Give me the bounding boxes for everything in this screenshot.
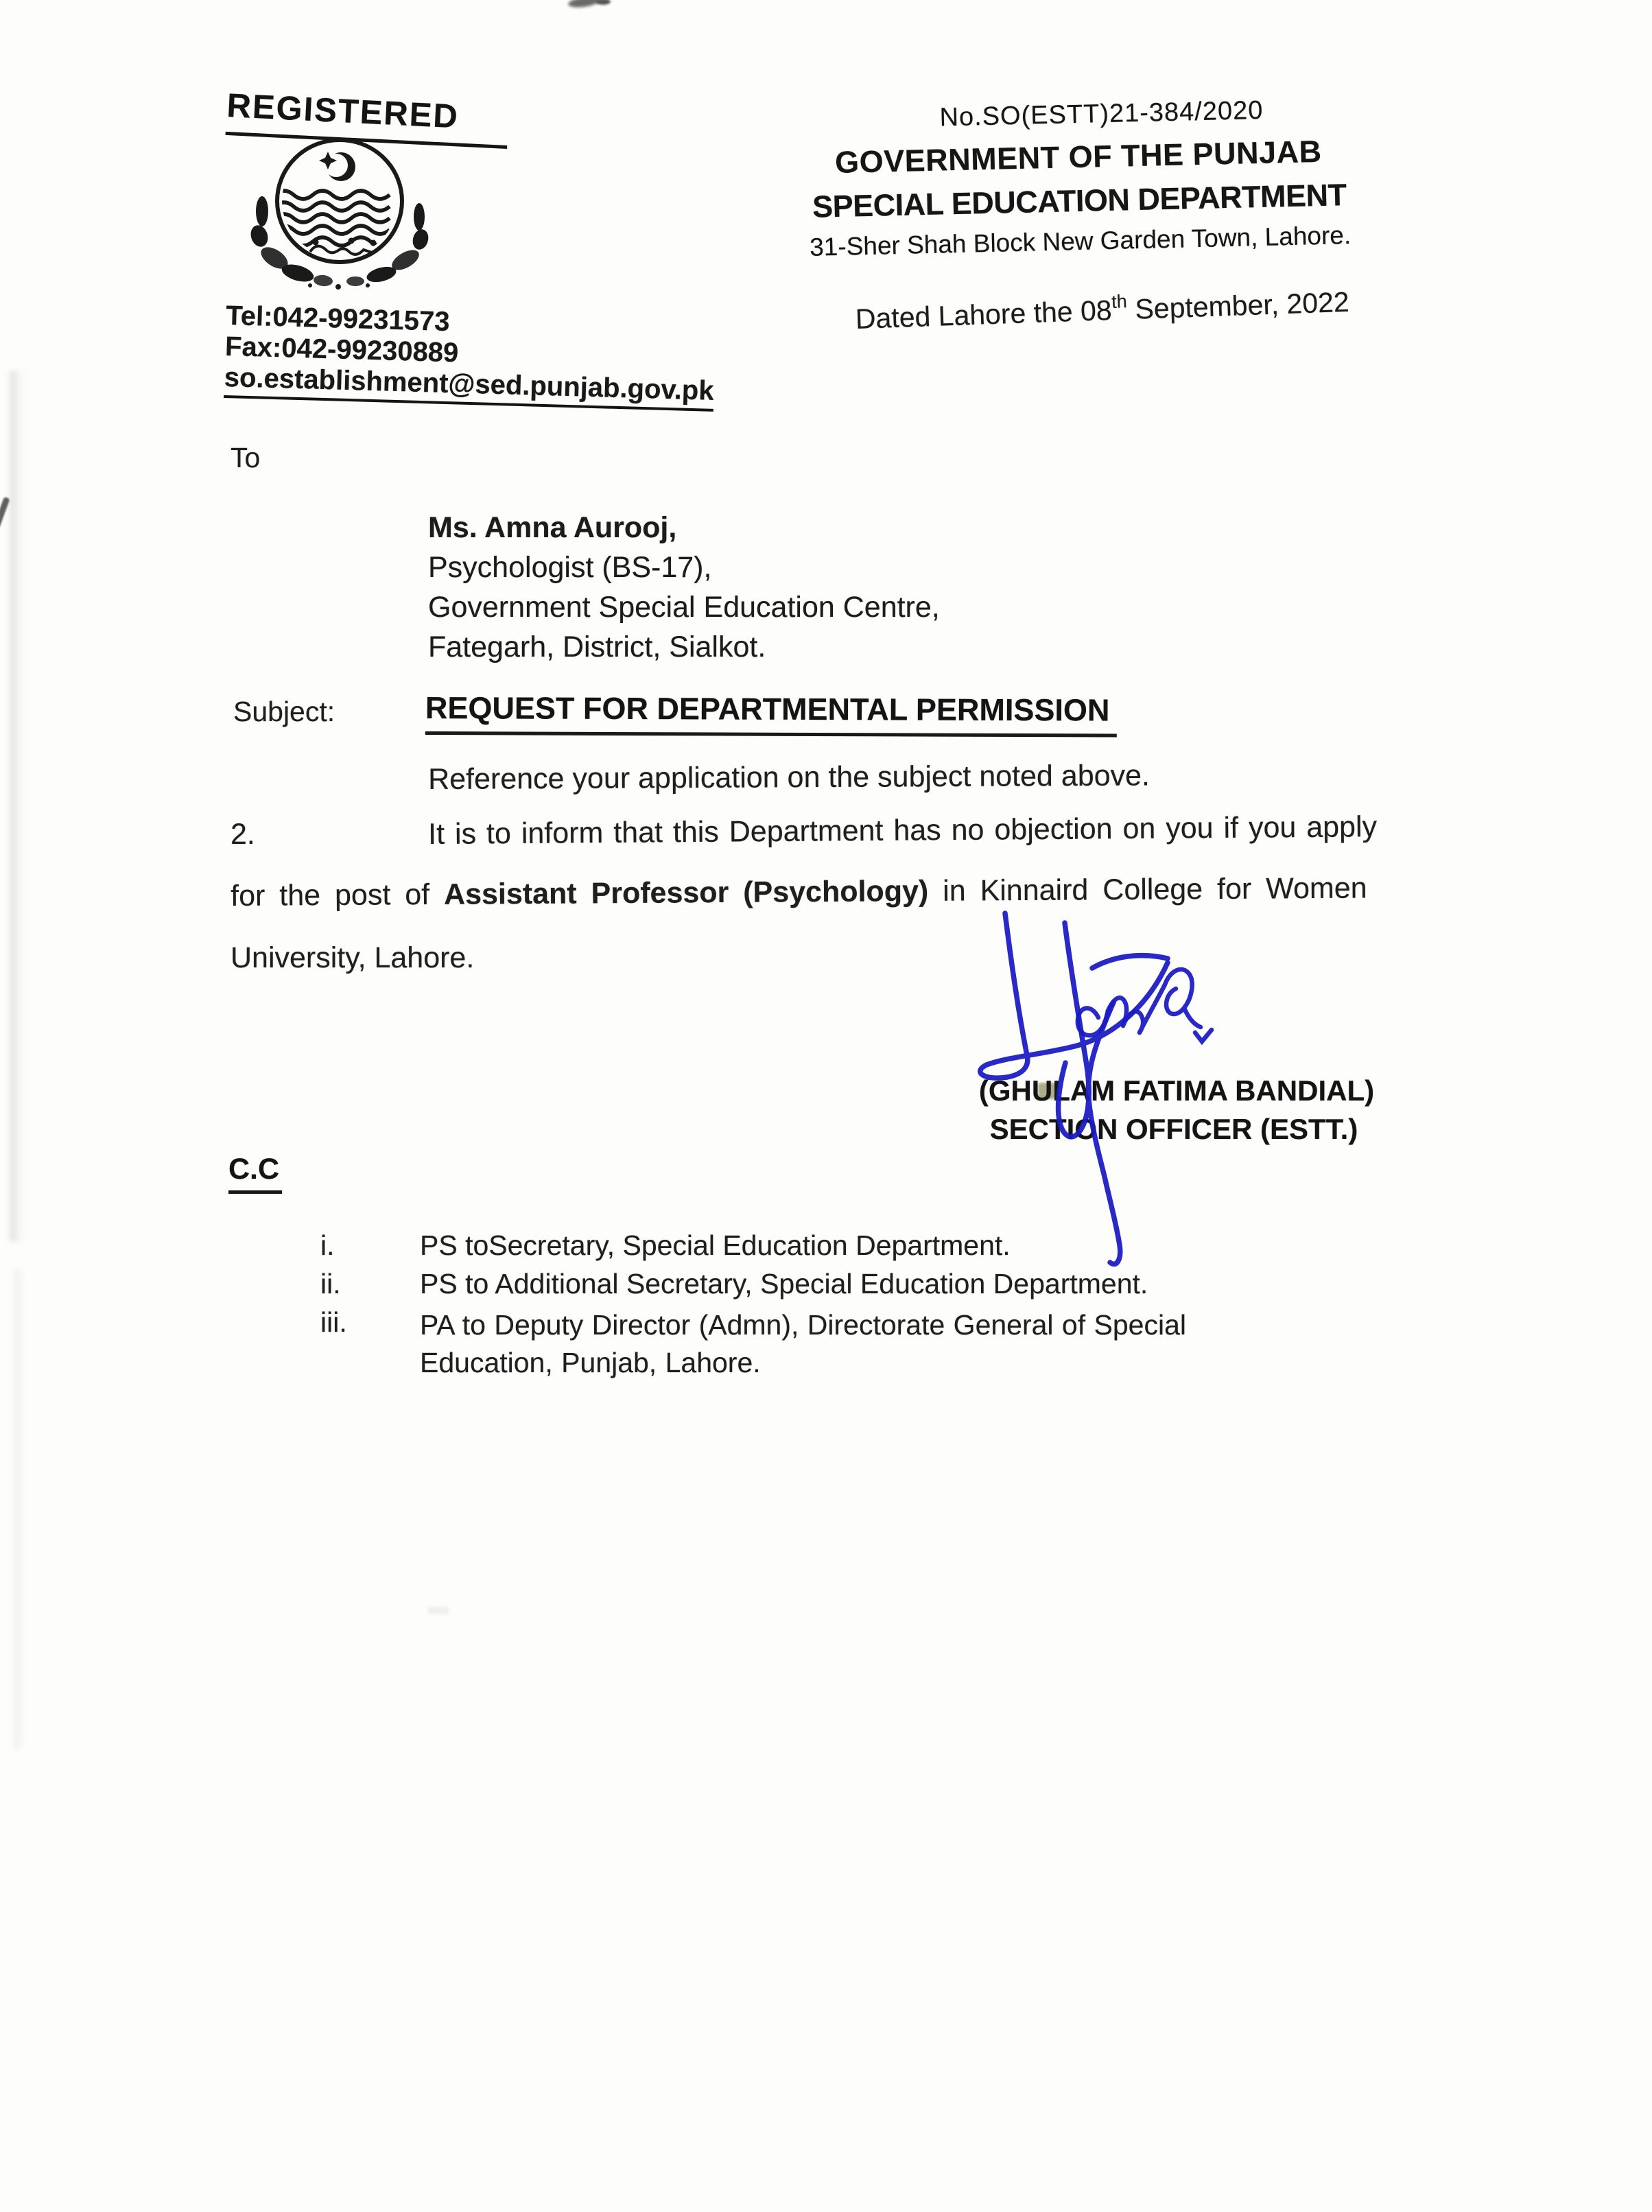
letterhead-ref-no: No.SO(ESTT)21-384/2020 xyxy=(939,95,1264,132)
body-paragraph-1: Reference your application on the subject noted above. xyxy=(428,759,1150,796)
signatory-name: (GHULAM FATIMA BANDIAL) xyxy=(978,1074,1375,1107)
top-edge-smudge-small xyxy=(595,0,611,5)
paragraph-2-line-2-post: in Kinnaird College for Women xyxy=(928,871,1367,908)
date-ordinal-suffix: th xyxy=(1111,291,1128,312)
paragraph-2-number: 2. xyxy=(231,818,255,851)
recipient-location: Fategarh, District, Sialkot. xyxy=(428,631,766,663)
registered-label: REGISTERED xyxy=(226,86,510,149)
contact-email: so.establishment@sed.punjab.gov.pk xyxy=(224,362,714,412)
contact-block xyxy=(224,301,716,412)
post-title-bold: Assistant Professor (Psychology) xyxy=(443,874,929,911)
contact-tel: Tel:042-99231573 xyxy=(225,301,451,338)
cc-item-1-text: PS toSecretary, Special Education Department. xyxy=(420,1229,1011,1261)
cc-item-1-numeral: i. xyxy=(320,1229,335,1261)
letterhead-address: 31-Sher Shah Block New Garden Town, Lahore. xyxy=(809,221,1352,261)
paragraph-2-line-3: University, Lahore. xyxy=(231,941,475,974)
cc-item-3-text: PA to Deputy Director (Admn), Directorate General of Special Education, Punjab, Lahore. xyxy=(420,1309,1186,1378)
signature-ink-icon xyxy=(947,894,1242,1299)
letterhead xyxy=(768,93,1389,263)
cc-label: C.C xyxy=(228,1153,282,1194)
crescent-and-star-icon xyxy=(319,152,355,181)
subject-text: REQUEST FOR DEPARTMENTAL PERMISSION xyxy=(425,690,1117,738)
date-prefix: Dated Lahore the 08 xyxy=(855,294,1113,335)
date-suffix: September, 2022 xyxy=(1126,285,1350,326)
left-edge-scan-streak xyxy=(10,370,30,1242)
letterhead-government: GOVERNMENT OF THE PUNJAB xyxy=(834,133,1323,180)
date-line xyxy=(855,283,1349,336)
recipient-designation: Psychologist (BS-17), xyxy=(428,551,712,584)
left-edge-scan-streak-lower xyxy=(14,1269,26,1750)
left-edge-ink-tick xyxy=(0,497,10,528)
paragraph-2-line-2-pre: for the post of xyxy=(231,878,445,913)
signatory-title: SECTION OFFICER (ESTT.) xyxy=(989,1113,1358,1145)
cc-item-2-text: PS to Additional Secretary, Special Education Department. xyxy=(420,1268,1148,1299)
letterhead-department: SPECIAL EDUCATION DEPARTMENT xyxy=(812,177,1347,224)
paragraph-2-line-1: It is to inform that this Department has no objection on you if you apply xyxy=(428,810,1378,851)
recipient-organization: Government Special Education Centre, xyxy=(428,591,940,624)
subject-label: Subject: xyxy=(233,696,335,727)
contact-fax: Fax:042-99230889 xyxy=(224,331,459,368)
cc-item-2-numeral: ii. xyxy=(320,1268,341,1299)
faint-paper-mark xyxy=(428,1607,449,1614)
recipient-name: Ms. Amna Aurooj, xyxy=(428,511,677,544)
recipient-block xyxy=(428,508,940,667)
to-label: To xyxy=(231,442,261,473)
cc-item-3-numeral: iii. xyxy=(320,1306,347,1338)
punjab-crest-icon xyxy=(247,137,439,294)
